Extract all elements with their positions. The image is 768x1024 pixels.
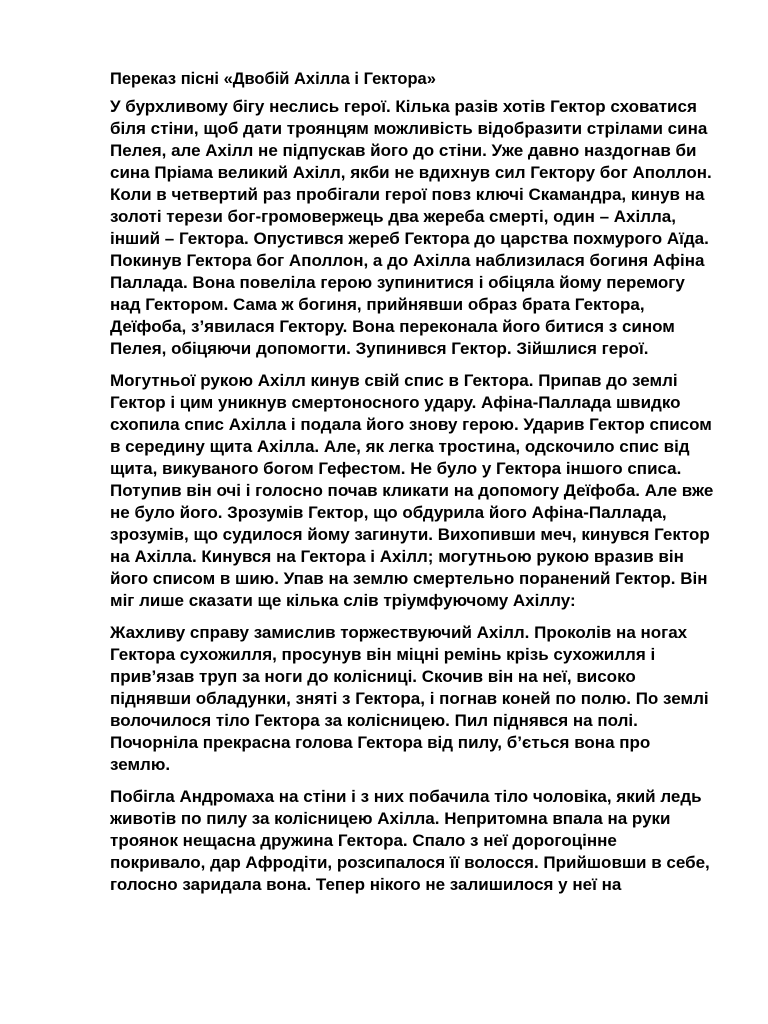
document-title: Переказ пісні «Двобій Ахілла і Гектора» (110, 70, 436, 88)
paragraph-1: У бурхливому бігу неслись герої. Кілька разів хотів Гектор сховатися біля стіни, щоб дати троянцям можливість відобразити стрілами сина Пелея, але Ахілл не підпускав його до стіни. Уже давно наздогнав би сина Пріама великий Ахілл, якби не вдихнув сил Гектору бог Аполлон. Коли в четвертий раз пробігали герої повз ключі Скамандра, кинув на золоті терези бог-громовержець два жереба смерті, один – Ахілла, інший – Гектора. Опустився жереб Гектора до царства похмурого Аїда. Покинув Гектора бог Аполлон, а до Ахілла наблизилася богиня Афіна Паллада. Вона повеліла герою зупинитися і обіцяла йому перемогу над Гектором. Сама ж богиня, прийнявши образ брата Гектора, Деїфоба, з’явилася Гектору. Вона переконала його битися з сином Пелея, обіцяючи допомогти. Зупинився Гектор. Зійшлися герої. (110, 97, 712, 358)
document-page (110, 68, 714, 906)
paragraph-2: Могутньої рукою Ахілл кинув свій спис в Гектора. Припав до землі Гектор і цим уникнув смертоносного удару. Афіна-Паллада швидко схопила спис Ахілла і подала його знову герою. Ударив Гектор списом в середину щита Ахілла. Але, як легка тростина, одскочило спис від щита, викуваного богом Гефестом. Не було у Гектора іншого списа. Потупив він очі і голосно почав кликати на допомогу Деїфоба. Але вже не було його. Зрозумів Гектор, що обдурила його Афіна-Паллада, зрозумів, що судилося йому загинути. Вихопивши меч, кинувся Гектор на Ахілла. Кинувся на Гектора і Ахілл; могутньою рукою вразив він його списом в шию. Упав на землю смертельно поранений Гектор. Він міг лише сказати ще кілька слів тріумфуючому Ахіллу: (110, 371, 714, 610)
paragraph-4: Побігла Андромаха на стіни і з них побачила тіло чоловіка, який ледь животів по пилу за колісницею Ахілла. Непритомна впала на руки троянок нещасна дружина Гектора. Спало з неї дорогоцінне покривало, дар Афродіти, розсипалося її волосся. Прийшовши в себе, голосно заридала вона. Тепер нікого не залишилося у неї на (110, 787, 710, 894)
paragraph-3: Жахливу справу замислив торжествуючий Ахілл. Проколів на ногах Гектора сухожилля, просунув він міцні ремінь крізь сухожилля і прив’язав труп за ноги до колісниці. Скочив він на неї, високо піднявши обладунки, зняті з Гектора, і погнав коней по полю. По землі волочилося тіло Гектора за колісницею. Пил піднявся на полі. Почорніла прекрасна голова Гектора від пилу, б’ється вона про землю. (110, 623, 709, 774)
